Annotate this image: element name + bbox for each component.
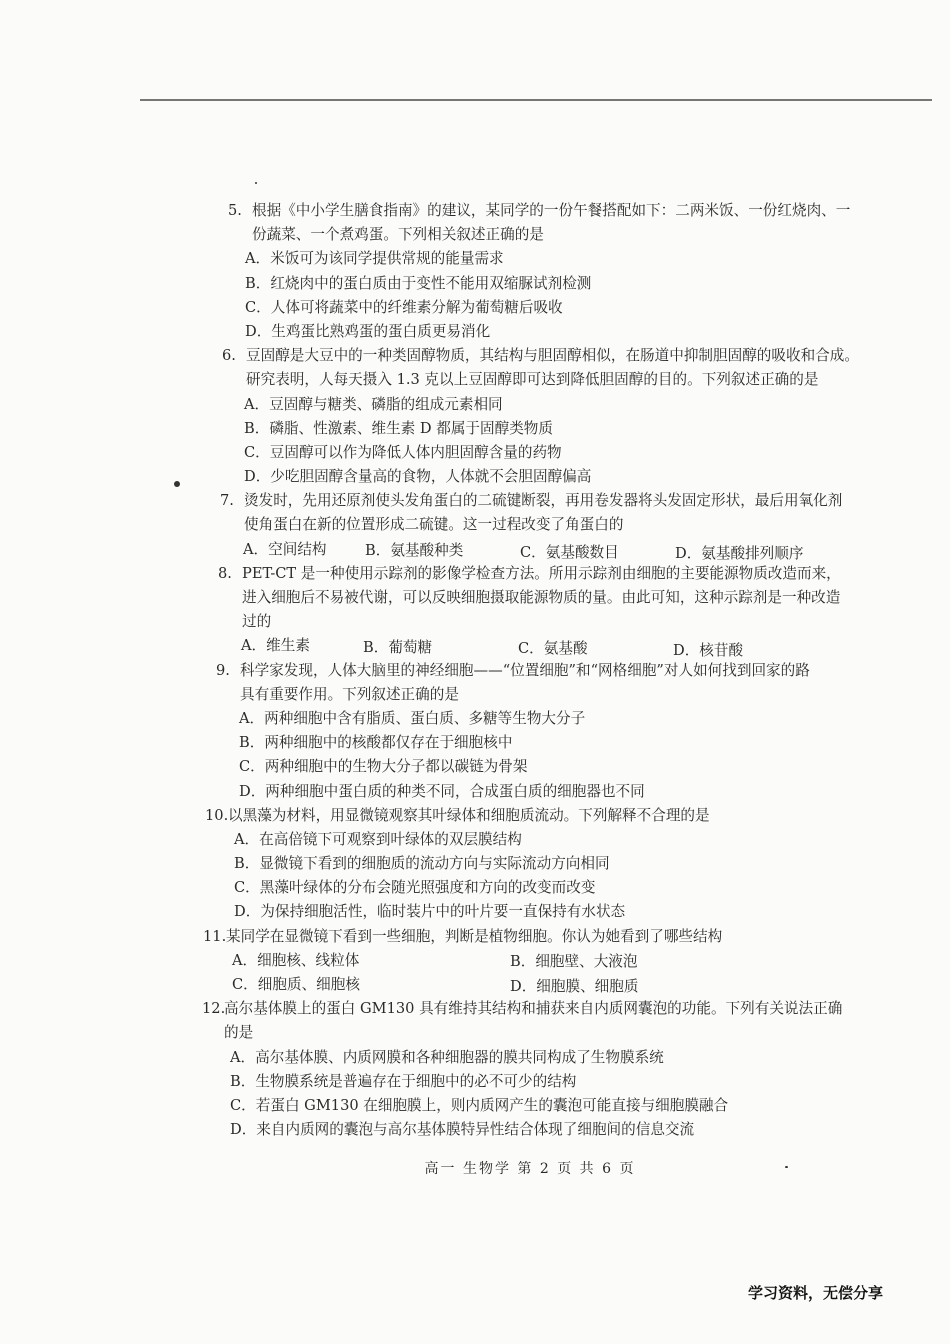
question-stem-line <box>0 610 950 634</box>
answer-option: C．黑藻叶绿体的分布会随光照强度和方向的改变而改变 <box>234 879 596 897</box>
option-row <box>0 707 950 731</box>
scan-speck <box>255 182 257 184</box>
question-10 <box>0 804 950 925</box>
question-text: 以黑藻为材料，用显微镜观察其叶绿体和细胞质流动。下列解释不合理的是 <box>228 806 710 824</box>
answer-option: D．两种细胞中蛋白质的种类不同，合成蛋白质的细胞器也不同 <box>239 782 645 800</box>
question-text: 烫发时，先用还原剂使头发角蛋白的二硫键断裂，再用卷发器将头发固定形状，最后用氧化剂 <box>244 492 843 510</box>
option-row <box>0 247 950 271</box>
question-stem-line <box>0 683 950 707</box>
answer-option: C．两种细胞中的生物大分子都以碳链为骨架 <box>239 758 528 776</box>
option-row <box>0 852 950 876</box>
question-6 <box>0 344 950 489</box>
option-row <box>0 634 950 658</box>
question-stem-line <box>0 997 950 1021</box>
question-9 <box>0 659 950 804</box>
option-row <box>0 828 950 852</box>
answer-option: D．少吃胆固醇含量高的食物，人体就不会胆固醇偏高 <box>244 468 592 486</box>
question-11 <box>0 925 950 998</box>
question-text: 具有重要作用。下列叙述正确的是 <box>240 685 459 703</box>
answer-option: B．生物膜系统是普遍存在于细胞中的必不可少的结构 <box>230 1072 577 1090</box>
question-list <box>0 199 950 1142</box>
question-text: 进入细胞后不易被代谢，可以反映细胞摄取能源物质的量。由此可知，这种示踪剂是一种改造 <box>242 589 841 606</box>
option-row <box>0 320 950 344</box>
question-text: 科学家发现，人体大脑里的神经细胞——“位置细胞”和“网格细胞”对人如何找到回家的路 <box>240 661 810 679</box>
question-number: 10. <box>205 806 229 824</box>
option-row <box>0 1070 950 1094</box>
question-text: 份蔬菜、一个煮鸡蛋。下列相关叙述正确的是 <box>252 226 544 244</box>
answer-option: D．为保持细胞活性，临时装片中的叶片要一直保持有水状态 <box>234 903 626 921</box>
question-stem-line <box>0 562 950 586</box>
option-row <box>0 731 950 755</box>
question-text: PET-CT 是一种使用示踪剂的影像学检查方法。所用示踪剂由细胞的主要能源物质改造而来， <box>242 564 841 582</box>
question-stem-line <box>0 1021 950 1045</box>
question-5 <box>0 199 950 344</box>
option-row <box>0 272 950 296</box>
question-stem-line <box>0 199 950 223</box>
answer-option: B．葡萄糖 <box>363 638 433 656</box>
question-number: 11. <box>203 927 227 945</box>
question-text: 研究表明，人每天摄入 1.3 克以上豆固醇即可达到降低胆固醇的目的。下列叙述正确的是 <box>246 371 819 389</box>
option-row <box>0 1118 950 1142</box>
answer-option: C．氨基酸 <box>518 640 588 658</box>
question-text: 豆固醇是大豆中的一种类固醇物质，其结构与胆固醇相似，在肠道中抑制胆固醇的吸收和合成。 <box>246 347 859 365</box>
answer-option: B．磷脂、性激素、维生素 D 都属于固醇类物质 <box>244 419 553 437</box>
answer-option: D．生鸡蛋比熟鸡蛋的蛋白质更易消化 <box>245 322 491 340</box>
answer-option: C．豆固醇可以作为降低人体内胆固醇含量的药物 <box>244 443 562 461</box>
answer-option: B．两种细胞中的核酸都仅存在于细胞核中 <box>239 734 513 752</box>
question-number: 12. <box>202 1000 226 1018</box>
option-row <box>0 296 950 320</box>
question-stem-line <box>0 925 950 949</box>
option-row <box>0 900 950 924</box>
page-footer: 高一 生物学 第 2 页 共 6 页 <box>424 1161 636 1177</box>
question-stem-line <box>0 344 950 368</box>
question-stem-line <box>0 659 950 683</box>
answer-option: D．氨基酸排列顺序 <box>675 545 804 563</box>
question-stem-line <box>0 804 950 828</box>
answer-option: C．若蛋白 GM130 在细胞膜上，则内质网产生的囊泡可能直接与细胞膜融合 <box>230 1096 729 1114</box>
option-row <box>0 1046 950 1070</box>
answer-option: A．米饭可为该同学提供常规的能量需求 <box>245 250 504 268</box>
option-row <box>0 949 950 973</box>
answer-option: C．氨基酸数目 <box>520 543 619 561</box>
question-text: 过的 <box>242 613 272 631</box>
answer-option: A．维生素 <box>241 637 310 655</box>
question-text: 使角蛋白在新的位置形成二硫键。这一过程改变了角蛋白的 <box>244 516 624 534</box>
question-8 <box>0 562 950 659</box>
question-stem-line <box>0 513 950 537</box>
answer-option: A．细胞核、线粒体 <box>232 951 360 969</box>
answer-option: B．氨基酸种类 <box>365 542 464 560</box>
answer-option: A．高尔基体膜、内质网膜和各种细胞器的膜共同构成了生物膜系统 <box>230 1048 664 1066</box>
question-text: 某同学在显微镜下看到一些细胞，判断是植物细胞。你认为她看到了哪些结构 <box>226 927 723 945</box>
option-row <box>0 441 950 465</box>
question-number: 6. <box>222 347 236 365</box>
option-row <box>0 780 950 804</box>
header-rule <box>140 99 932 101</box>
option-row <box>0 417 950 441</box>
question-stem-line <box>0 223 950 247</box>
answer-option: C．人体可将蔬菜中的纤维素分解为葡萄糖后吸收 <box>245 298 563 316</box>
answer-option: C．细胞质、细胞核 <box>232 976 360 993</box>
question-stem-line <box>0 586 950 610</box>
answer-option: A．空间结构 <box>243 540 327 558</box>
answer-option: D．细胞膜、细胞质 <box>510 977 639 995</box>
question-text: 根据《中小学生膳食指南》的建议，某同学的一份午餐搭配如下：二两米饭、一份红烧肉、一 <box>252 202 851 219</box>
question-number: 7. <box>220 492 234 510</box>
answer-option: D．来自内质网的囊泡与高尔基体膜特异性结合体现了细胞间的信息交流 <box>230 1121 695 1139</box>
option-row <box>0 755 950 779</box>
option-row <box>0 538 950 562</box>
question-number: 5. <box>228 202 242 219</box>
answer-option: A．豆固醇与糖类、磷脂的组成元素相同 <box>244 395 503 413</box>
answer-option: B．细胞壁、大液泡 <box>510 953 638 971</box>
option-row <box>0 1094 950 1118</box>
question-number: 8. <box>218 564 232 582</box>
question-7 <box>0 489 950 562</box>
share-watermark: 学习资料，无偿分享 <box>748 1284 884 1302</box>
option-row <box>0 973 950 997</box>
answer-option: A．两种细胞中含有脂质、蛋白质、多糖等生物大分子 <box>239 709 586 727</box>
option-row <box>0 876 950 900</box>
question-12 <box>0 997 950 1142</box>
answer-option: A．在高倍镜下可观察到叶绿体的双层膜结构 <box>234 830 522 848</box>
answer-option: B．红烧肉中的蛋白质由于变性不能用双缩脲试剂检测 <box>245 274 592 292</box>
option-row <box>0 393 950 417</box>
question-text: 高尔基体膜上的蛋白 GM130 具有维持其结构和捕获来自内质网囊泡的功能。下列有关说法正确 <box>224 1000 843 1018</box>
answer-option: D．核苷酸 <box>673 641 744 659</box>
answer-option: B．显微镜下看到的细胞质的流动方向与实际流动方向相同 <box>234 855 610 873</box>
question-stem-line <box>0 368 950 392</box>
question-stem-line <box>0 489 950 513</box>
question-number: 9. <box>216 661 230 679</box>
question-text: 的是 <box>224 1024 254 1042</box>
option-row <box>0 465 950 489</box>
